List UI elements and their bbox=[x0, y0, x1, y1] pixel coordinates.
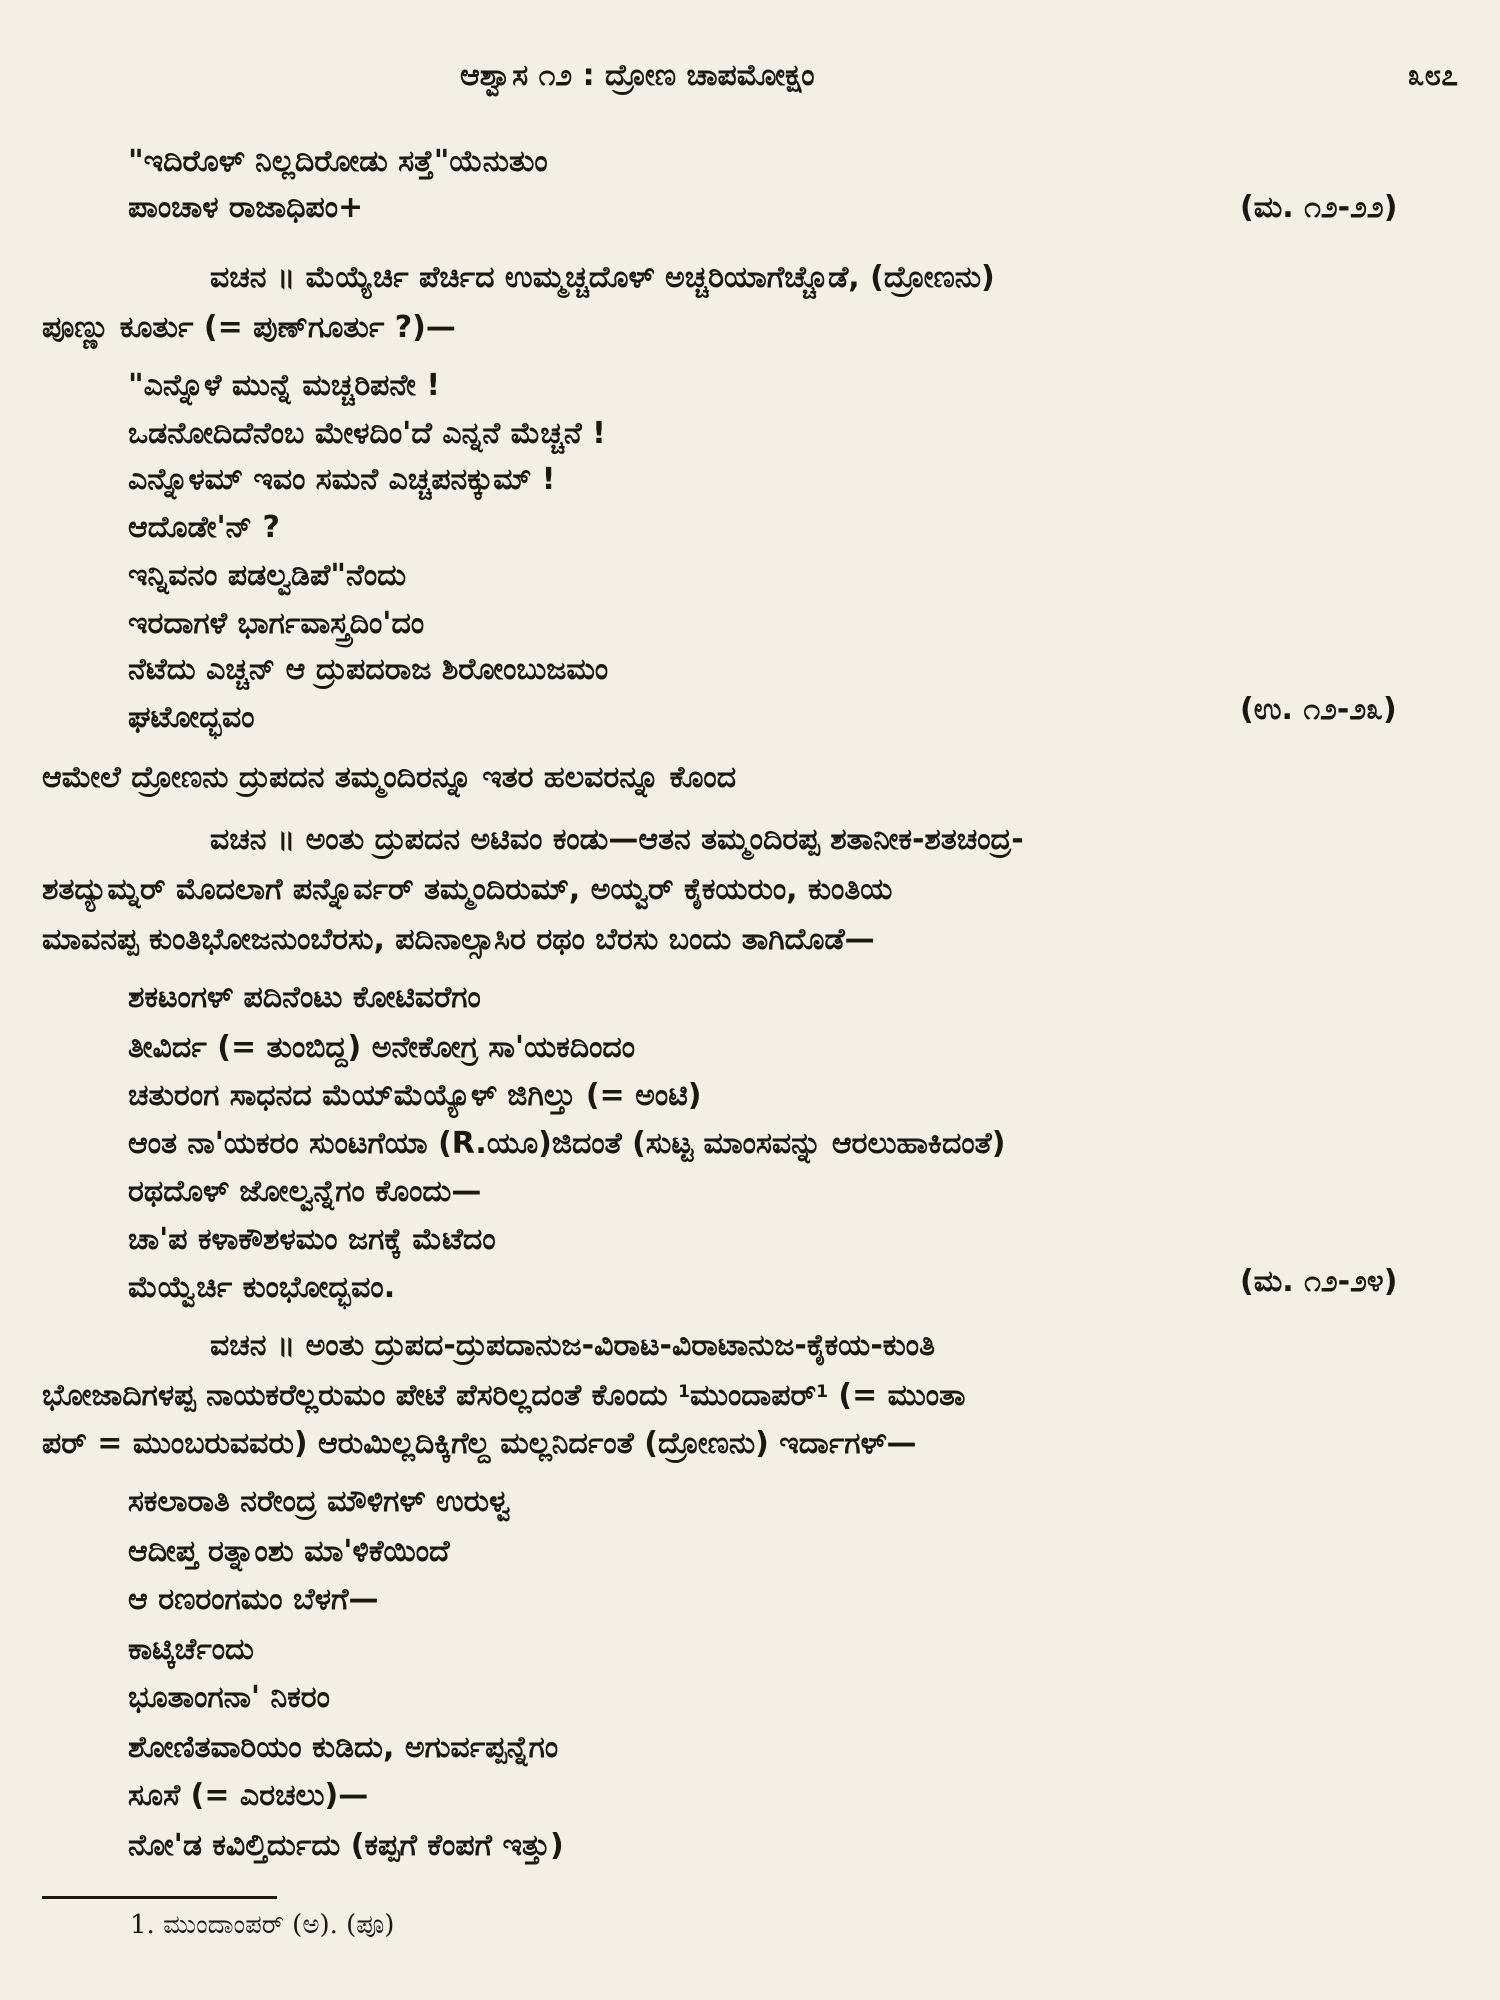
verse-line: ನೋ'ಡ ಕವಿಲ್ತಿರ್ದುದು (ಕಪ್ಪಗೆ ಕೆಂಪಗೆ ಇತ್ತು) bbox=[128, 1828, 564, 1863]
verse-line: ಘಟೋದ್ಭವಂ bbox=[128, 700, 255, 735]
verse-line: "ಎನ್ನೊಳೆ ಮುನ್ನೆ ಮಚ್ಚರಿಪನೇ ! bbox=[128, 368, 441, 403]
footnote-marker[interactable]: 1 bbox=[678, 1382, 690, 1402]
verse-reference: (ಮ. ೧೨-೨೨) bbox=[1240, 190, 1398, 225]
verse-reference: (ಮ. ೧೨-೨೪) bbox=[1240, 1264, 1398, 1299]
verse-line: ಭೂತಾಂಗನಾ' ನಿಕರಂ bbox=[128, 1680, 330, 1715]
prose-line: ವಚನ ॥ ಅಂತು ದ್ರುಪದನ ಅಟಿವಂ ಕಂಡು—ಆತನ ತಮ್ಮಂದಿರಪ್ಪ ಶತಾನೀಕ-ಶತಚಂದ್ರ- bbox=[210, 822, 1024, 857]
verse-line: ನೆಟೆದು ಎಚ್ಚನ್ ಆ ದ್ರುಪದರಾಜ ಶಿರೋಂಬುಜಮಂ bbox=[128, 652, 609, 687]
prose-line: ಮಾವನಪ್ಪ ಕುಂತಿಭೋಜನುಂಬೆರಸು, ಪದಿನಾಲ್ಸಾಸಿರ ರಥಂ ಬೆರಸು ಬಂದು ತಾಗಿದೊಡೆ— bbox=[42, 922, 875, 957]
prose-line: ಪರ್ = ಮುಂಬರುವವರು) ಆರುಮಿಲ್ಲದಿಕ್ಕಿಗೆಲ್ದ ಮಲ್ಲನಿರ್ದಂತೆ (ದ್ರೋಣನು) ಇರ್ದಾಗಳ್— bbox=[42, 1426, 917, 1461]
verse-line: ಇರದಾಗಳೆ ಭಾರ್ಗವಾಸ್ತ್ರದಿಂ'ದಂ bbox=[128, 606, 425, 641]
page-header bbox=[0, 58, 1500, 98]
verse-line: ರಥದೊಳ್ ಜೋಲ್ವನ್ನೆಗಂ ಕೊಂದು— bbox=[128, 1174, 482, 1209]
verse-line: ಆದೀಪ್ತ ರತ್ನಾಂಶು ಮಾ'ಳಿಕೆಯಿಂದೆ bbox=[128, 1534, 450, 1569]
verse-line: "ಇದಿರೊಳ್ ನಿಲ್ಲದಿರೋಡು ಸತ್ತೆ"ಯೆನುತುಂ bbox=[128, 144, 548, 179]
verse-line: ಸಕಲಾರಾತಿ ನರೇಂದ್ರ ಮೌಳಿಗಳ್ ಉರುಳ್ವ bbox=[128, 1484, 511, 1519]
verse-line: ಚತುರಂಗ ಸಾಧನದ ಮೆಯ್‌ಮೆಯ್ಯೊಳ್ ಜಿಗಿಲ್ತು (= ಅಂಟಿ) bbox=[128, 1078, 702, 1113]
prose-line: ವಚನ ॥ ಅಂತು ದ್ರುಪದ-ದ್ರುಪದಾನುಜ-ವಿರಾಟ-ವಿರಾಟಾನುಜ-ಕೈಕಯ-ಕುಂತಿ bbox=[210, 1328, 935, 1363]
verse-line: ಕಾಟ್ಕಿರ್ಚೆಂದು bbox=[128, 1632, 254, 1667]
prose-text: ಭೋಜಾದಿಗಳಪ್ಪ ನಾಯಕರೆಲ್ಲರುಮಂ ಪೇಟೆ ಪೆಸರಿಲ್ಲದಂತೆ ಕೊಂದು bbox=[42, 1378, 679, 1413]
verse-line: ತೀವಿರ್ದ (= ತುಂಬಿದ್ದ) ಅನೇಕೋಗ್ರ ಸಾ'ಯಕದಿಂದಂ bbox=[128, 1030, 636, 1065]
prose-line: ವಚನ ॥ ಮೆಯ್ಯೆರ್ಚಿ ಪೆರ್ಚಿದ ಉಮ್ಮಚ್ಚದೊಳ್ ಅಚ್ಚರಿಯಾಗೆಚ್ಚೊಡೆ, (ದ್ರೋಣನು) bbox=[210, 260, 995, 295]
glossed-word: ಮುಂದಾಪರ್ bbox=[689, 1378, 817, 1413]
running-title: ಆಶ್ವಾಸ ೧೨ : ದ್ರೋಣ ಚಾಪಮೋಕ್ಷಂ bbox=[460, 58, 815, 93]
verse-line: ಒಡನೋದಿದೆನೆಂಬ ಮೇಳದಿಂ'ದೆ ಎನ್ನನೆ ಮೆಚ್ಚನೆ ! bbox=[128, 416, 606, 451]
verse-line: ಆದೊಡೇ'ನ್ ? bbox=[128, 510, 280, 545]
footnote-marker[interactable]: 1 bbox=[816, 1382, 828, 1402]
prose-line bbox=[42, 1376, 966, 1416]
footnote: 1. ಮುಂದಾಂಪರ್ (ಅ). (ಪೂ) bbox=[130, 1910, 395, 1940]
verse-line: ಮೆಯ್ವೆರ್ಚಿ ಕುಂಭೋದ್ಭವಂ. bbox=[128, 1270, 396, 1305]
verse-line: ಶಕಟಂಗಳ್ ಪದಿನೆಂಟು ಕೋಟಿವರೆಗಂ bbox=[128, 980, 481, 1015]
verse-line: ಆಂತ ನಾ'ಯಕರಂ ಸುಂಟಗೆಯಾ (R.ಯೂ)ಜಿದಂತೆ (ಸುಟ್ಟ ಮಾಂಸವನ್ನು ಆರಲುಹಾಕಿದಂತೆ) bbox=[128, 1126, 1006, 1161]
page-number: ೩೮೭ bbox=[1407, 58, 1458, 93]
prose-line: ಪೂಣ್ಣು ಕೂರ್ತು (= ಪುಣ್‌ಗೂರ್ತು ?)— bbox=[42, 310, 456, 345]
prose-line: ಶತದ್ಯುಮ್ನರ್ ಮೊದಲಾಗೆ ಪನ್ನೊರ್ವರ್ ತಮ್ಮಂದಿರುಮ್, ಅಯ್ವರ್ ಕೈಕಯರುಂ, ಕುಂತಿಯ bbox=[42, 872, 893, 907]
section-heading: ಆಮೇಲೆ ದ್ರೋಣನು ದ್ರುಪದನ ತಮ್ಮಂದಿರನ್ನೂ ಇತರ ಹಲವರನ್ನೂ ಕೊಂದ bbox=[42, 760, 737, 795]
verse-line: ಸೂಸೆ (= ಎರಚಲು)— bbox=[128, 1778, 369, 1813]
verse-line: ಇನ್ನಿವನಂ ಪಡಲ್ವಡಿಪೆ"ನೆಂದು bbox=[128, 558, 407, 593]
verse-line: ಎನ್ನೊಳಮ್ ಇವಂ ಸಮನೆ ಎಚ್ಚಪನಕ್ಕುಮ್ ! bbox=[128, 462, 556, 497]
verse-line: ಶೋಣಿತವಾರಿಯಂ ಕುಡಿದು, ಅಗುರ್ವಪ್ಪನ್ನೆಗಂ bbox=[128, 1730, 559, 1765]
verse-reference: (ಉ. ೧೨-೨೩) bbox=[1240, 692, 1397, 727]
footnote-rule bbox=[42, 1896, 277, 1899]
gloss-text: (= ಮುಂತಾ bbox=[827, 1378, 966, 1413]
verse-line: ಪಾಂಚಾಳ ರಾಜಾಧಿಪಂ+ bbox=[128, 190, 364, 225]
verse-line: ಆ ರಣರಂಗಮಂ ಬೆಳಗೆ— bbox=[128, 1582, 379, 1617]
verse-line: ಚಾ'ಪ ಕಳಾಕೌಶಳಮಂ ಜಗಕ್ಕೆ ಮೆಟೆದಂ bbox=[128, 1222, 496, 1257]
